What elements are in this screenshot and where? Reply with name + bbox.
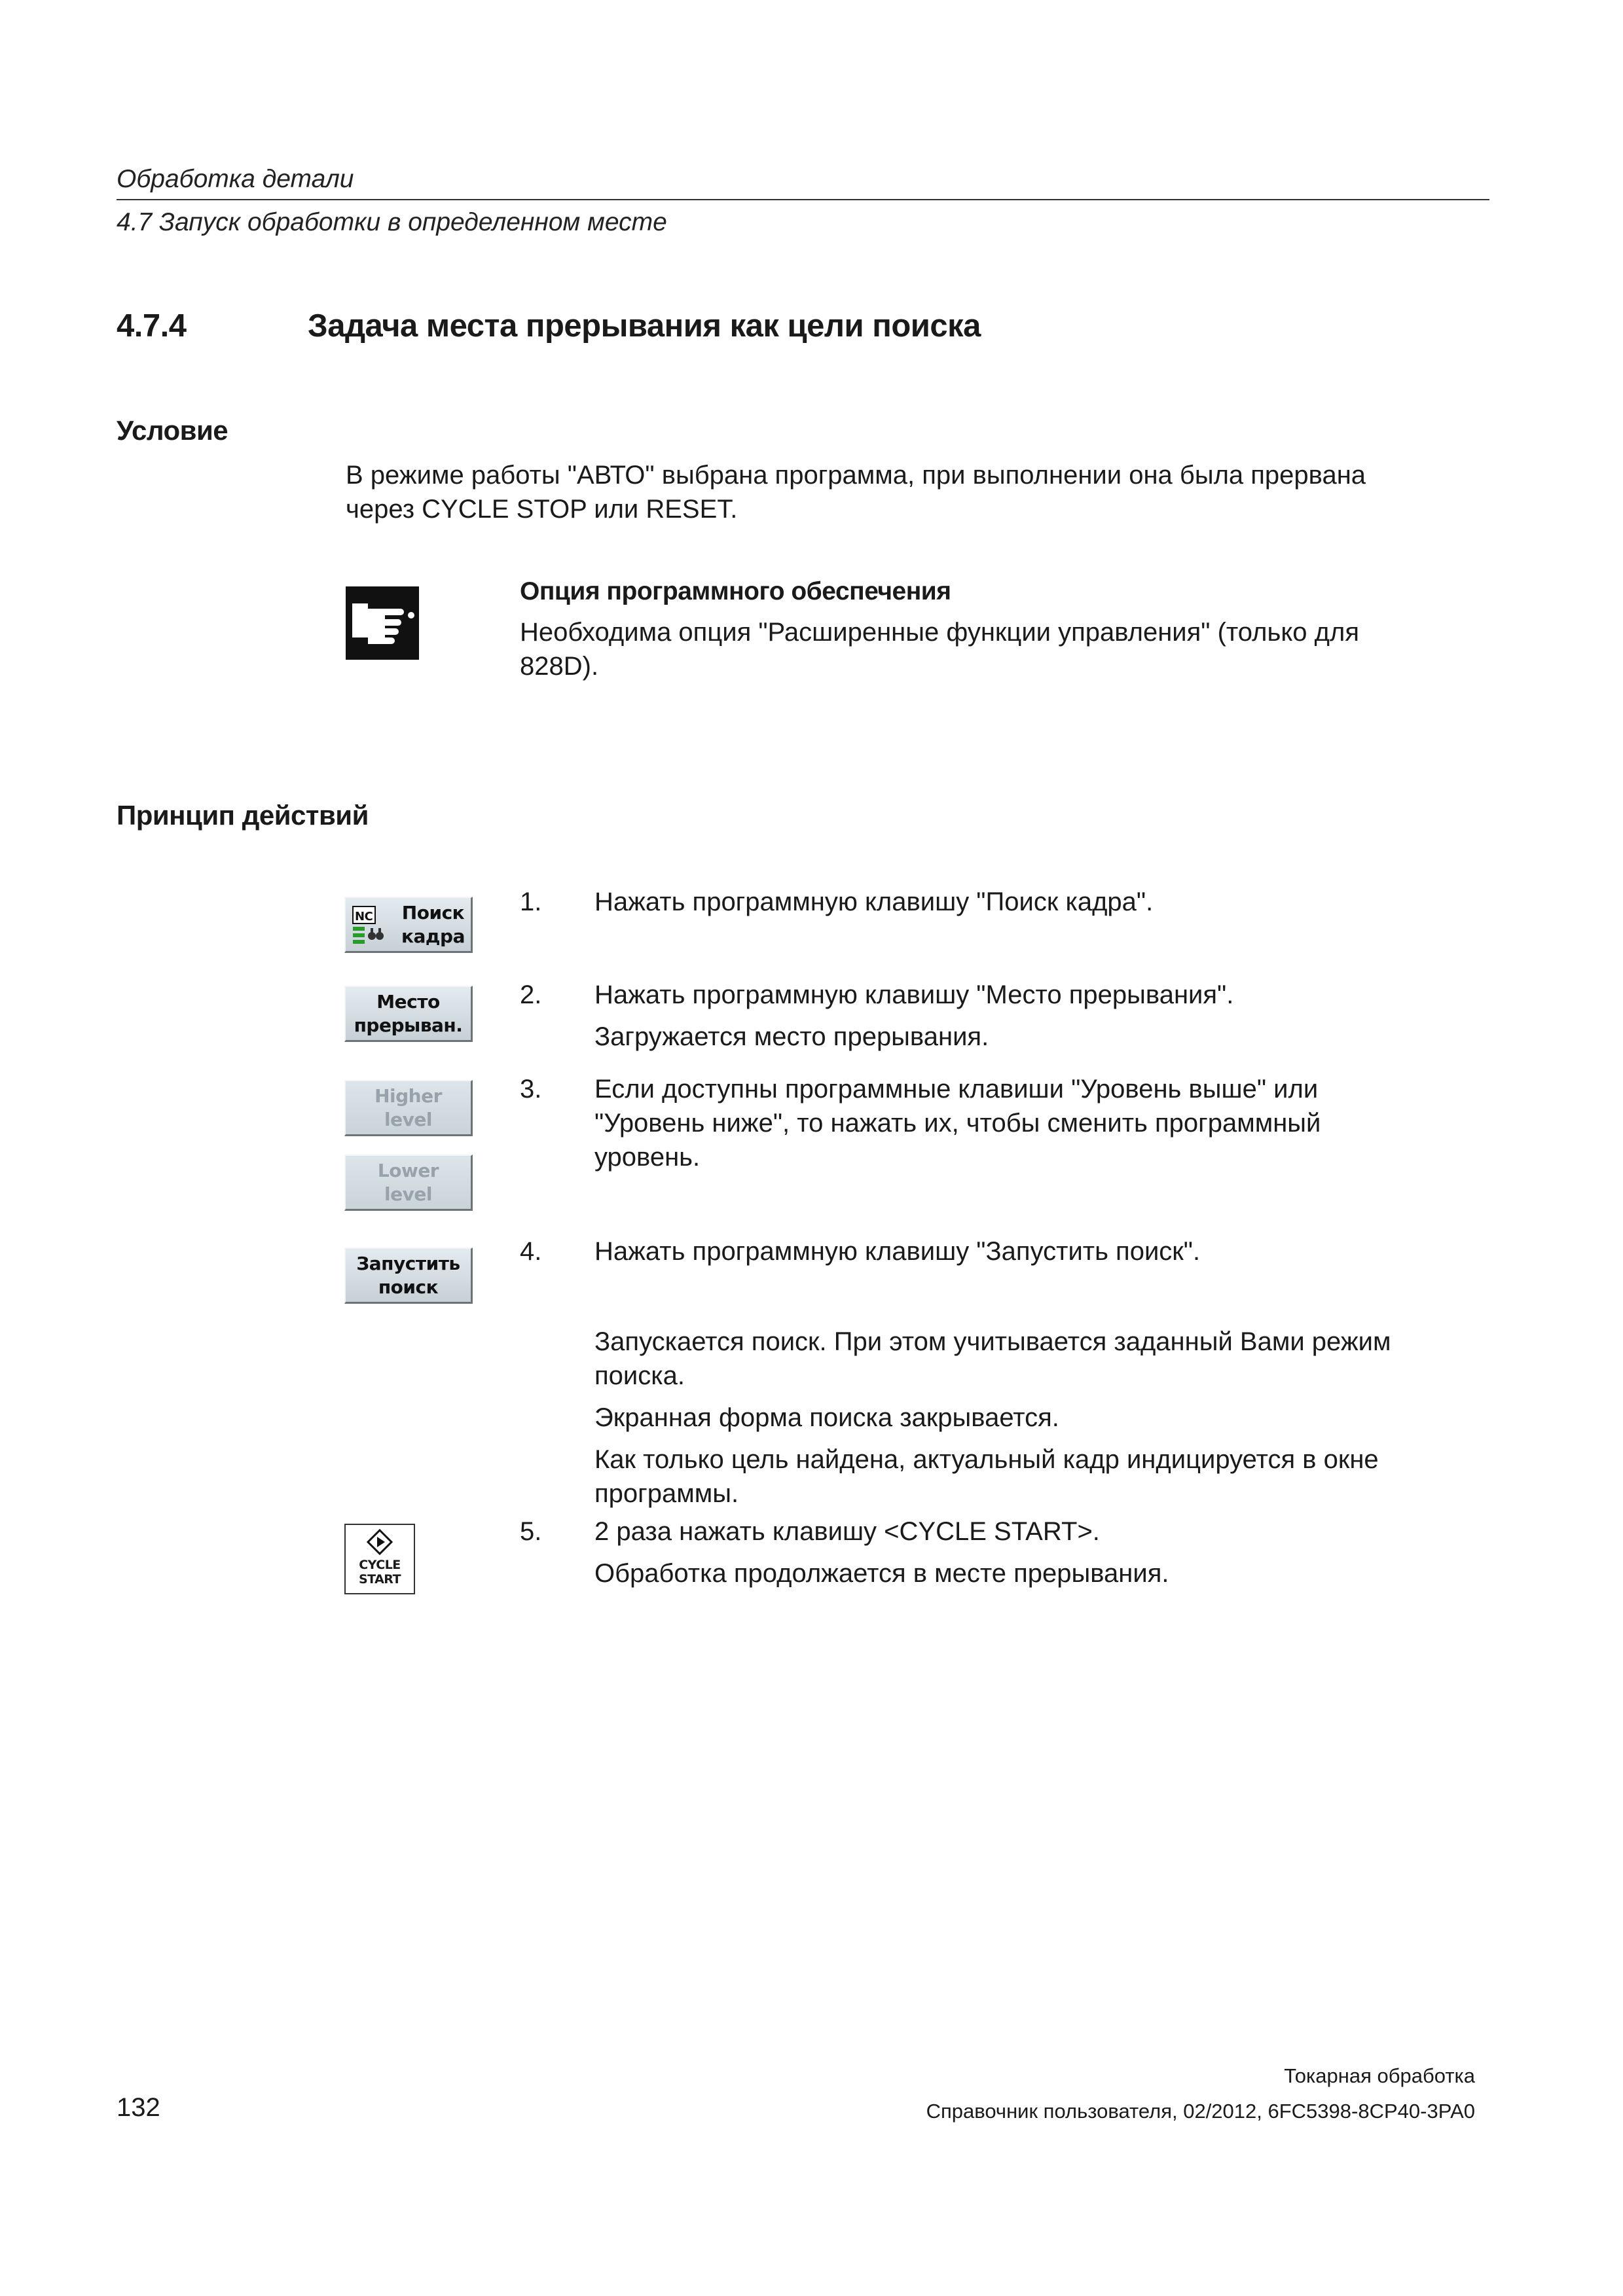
step-text: [594, 1515, 1439, 1590]
higher-level-label-line2: level: [384, 1108, 432, 1130]
step-number: 2.: [520, 980, 542, 1009]
interrupt-point-label-line1: Место: [376, 990, 440, 1013]
interrupt-point-label-line2: прерыван.: [354, 1014, 463, 1036]
step4-result-text: [594, 1325, 1439, 1511]
cycle-start-label-line1: CYCLE: [359, 1558, 401, 1572]
step-line: Нажать программную клавишу "Запустить поиск".: [594, 1237, 1201, 1266]
block-search-label-line1: Поиск: [401, 901, 465, 924]
interrupt-point-softkey[interactable]: [344, 986, 473, 1042]
lower-level-label-line1: Lower: [377, 1159, 439, 1181]
hand-pointing-icon: [346, 586, 419, 660]
step-line: "Уровень ниже", то нажать их, чтобы сменить программный: [594, 1109, 1321, 1138]
software-option-text: [520, 615, 1359, 683]
footer-title: Токарная обработка: [1284, 2064, 1475, 2087]
block-search-label-line2: кадра: [401, 925, 465, 947]
step-text: [594, 978, 1439, 1054]
software-option-text-line1: Необходима опция "Расширенные функции управления" (только для: [520, 618, 1359, 647]
step-text: [594, 885, 1439, 919]
step-line: Нажать программную клавишу "Поиск кадра".: [594, 888, 1154, 916]
step-line: Загружается место прерывания.: [594, 1022, 989, 1051]
step-line: 2 раза нажать клавишу <CYCLE START>.: [594, 1517, 1100, 1546]
step-number: 1.: [520, 888, 542, 916]
cycle-start-key[interactable]: [344, 1524, 415, 1594]
step-line: уровень.: [594, 1143, 701, 1172]
condition-text-line1: В режиме работы "АВТО" выбрана программа, при выполнении она была прервана: [346, 461, 1366, 490]
step-number: 5.: [520, 1517, 542, 1546]
condition-text-line2: через CYCLE STOP или RESET.: [346, 495, 738, 524]
step-text: [594, 1072, 1439, 1174]
svg-text:NC: NC: [355, 910, 373, 924]
nc-search-icon: [352, 906, 384, 945]
step-number: 4.: [520, 1237, 542, 1266]
result-line: Экранная форма поиска закрывается.: [594, 1403, 1059, 1432]
step-number: 3.: [520, 1075, 542, 1103]
software-option-title: Опция программного обеспечения: [520, 577, 951, 605]
running-header-section: 4.7 Запуск обработки в определенном месте: [117, 208, 667, 236]
condition-text: [346, 458, 1366, 526]
footer-reference: Справочник пользователя, 02/2012, 6FC5398-8CP40-3PA0: [926, 2100, 1475, 2123]
section-number: 4.7.4: [117, 308, 187, 344]
result-line: поиска.: [594, 1361, 685, 1390]
lower-level-label-line2: level: [384, 1183, 432, 1205]
higher-level-softkey[interactable]: [344, 1080, 473, 1136]
step-line: Обработка продолжается в месте прерывания.: [594, 1559, 1169, 1588]
cycle-start-icon: [367, 1529, 393, 1555]
header-rule: [117, 199, 1489, 200]
block-search-softkey[interactable]: [344, 897, 473, 953]
result-line: Как только цель найдена, актуальный кадр индицируется в окне: [594, 1445, 1379, 1474]
section-title: Задача места прерывания как цели поиска: [308, 308, 981, 344]
result-line: Запускается поиск. При этом учитывается заданный Вами режим: [594, 1327, 1391, 1356]
start-search-label-line1: Запустить: [356, 1252, 460, 1274]
result-line: программы.: [594, 1479, 739, 1508]
procedure-heading: Принцип действий: [117, 800, 369, 831]
start-search-softkey[interactable]: [344, 1247, 473, 1304]
page-number: 132: [117, 2093, 160, 2122]
software-option-text-line2: 828D).: [520, 652, 599, 681]
step-line: Если доступны программные клавиши "Уровень выше" или: [594, 1075, 1319, 1103]
start-search-label-line2: поиск: [378, 1276, 439, 1298]
step-line: Нажать программную клавишу "Место прерывания".: [594, 980, 1234, 1009]
condition-heading: Условие: [117, 415, 228, 446]
running-header-chapter: Обработка детали: [117, 165, 354, 193]
step-text: [594, 1234, 1439, 1268]
higher-level-label-line1: Higher: [374, 1085, 442, 1107]
cycle-start-label-line2: START: [358, 1572, 401, 1587]
lower-level-softkey[interactable]: [344, 1155, 473, 1211]
